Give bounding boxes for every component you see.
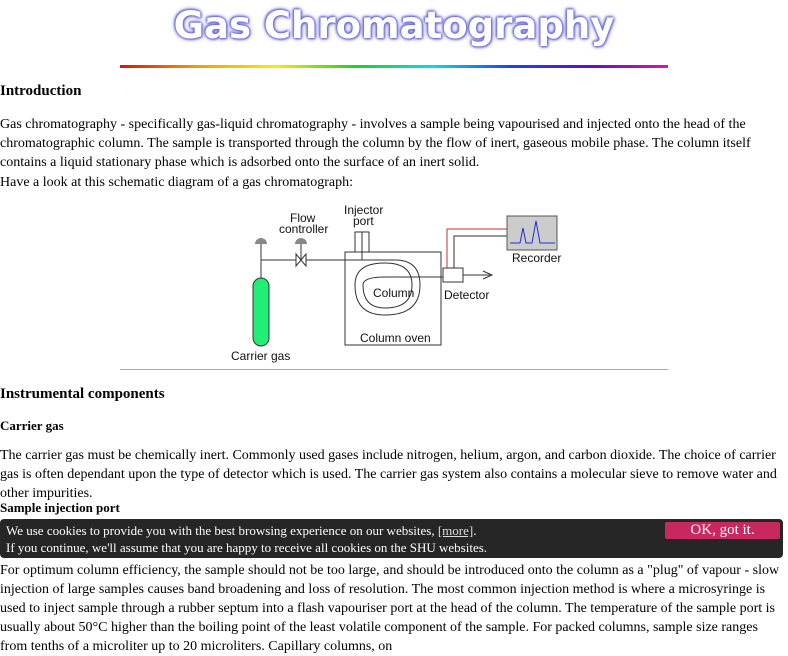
page-title: Gas Chromatography (173, 4, 615, 47)
sample-injection-paragraph: For optimum column efficiency, the sample should not be too large, and should be introduced onto the column as a "plug" of vapour - slow injection of large samples causes band broadening and loss of resolution. The most common injection method is where a microsyringe is used to inject sample through a rubber septum into a flash vapouriser port at the head of the column. The temperature of the sample port is usually about 50°C higher than the boiling point of the least volatile component of the sample. For packed columns, sample size ranges from tenths of a microliter up to 20 microliters. Capillary columns, on (0, 563, 780, 654)
flow-valve-knob-icon (295, 238, 307, 244)
carrier-gas-paragraph: The carrier gas must be chemically inert. Commonly used gases include nitrogen, helium, argon, and carbon dioxide. The choice of carrier gas is often dependant upon the type of detector which is used. The carrier gas system also contains a molecular sieve to remove water and other impurities. (0, 448, 777, 501)
label-controller: controller (279, 222, 329, 236)
recorder-box (507, 216, 557, 250)
more-link[interactable]: [more] (437, 523, 474, 538)
cookie-period: . (473, 523, 477, 538)
instrumental-components-heading: Instrumental components (0, 386, 165, 402)
cylinder-valve-icon (255, 238, 267, 244)
gas-chromatograph-diagram (220, 200, 580, 366)
label-carrier-gas: Carrier gas (231, 349, 291, 363)
intro-paragraph: Gas chromatography - specifically gas-liquid chromatography - involves a sample being vapourised and injected onto the head of the chromatographic column. The sample is transported through the column by the flow of inert, gaseous mobile phase. The column itself contains a liquid stationary phase which is adsorbed onto the surface of an inert solid. (0, 117, 751, 170)
outlet-arrow-icon (463, 271, 492, 279)
label-column: Column (373, 286, 415, 300)
gas-cylinder (253, 278, 269, 346)
carrier-gas-heading: Carrier gas (0, 418, 64, 433)
divider (120, 369, 668, 370)
cookie-line-1 (6, 523, 476, 539)
diagram-intro: Have a look at this schematic diagram of a gas chromatograph: (0, 175, 353, 190)
cookie-banner (0, 519, 783, 558)
detector-box (443, 268, 463, 282)
sample-injection-heading: Sample injection port (0, 500, 120, 515)
label-injector: Injector (344, 203, 384, 217)
introduction-heading: Introduction (0, 83, 82, 99)
cookie-text: We use cookies to provide you with the best browsing experience on our websites, (6, 523, 438, 538)
ok-got-it-button[interactable]: OK, got it. (665, 522, 780, 539)
rainbow-divider (120, 65, 668, 68)
label-column-oven: Column oven (360, 331, 431, 345)
label-detector: Detector (444, 288, 490, 302)
label-flow: Flow (290, 211, 316, 225)
label-port: port (353, 214, 374, 228)
cookie-line-2: If you continue, we'll assume that you are happy to receive all cookies on the SHU websites. (6, 540, 488, 555)
label-recorder: Recorder (512, 251, 562, 265)
